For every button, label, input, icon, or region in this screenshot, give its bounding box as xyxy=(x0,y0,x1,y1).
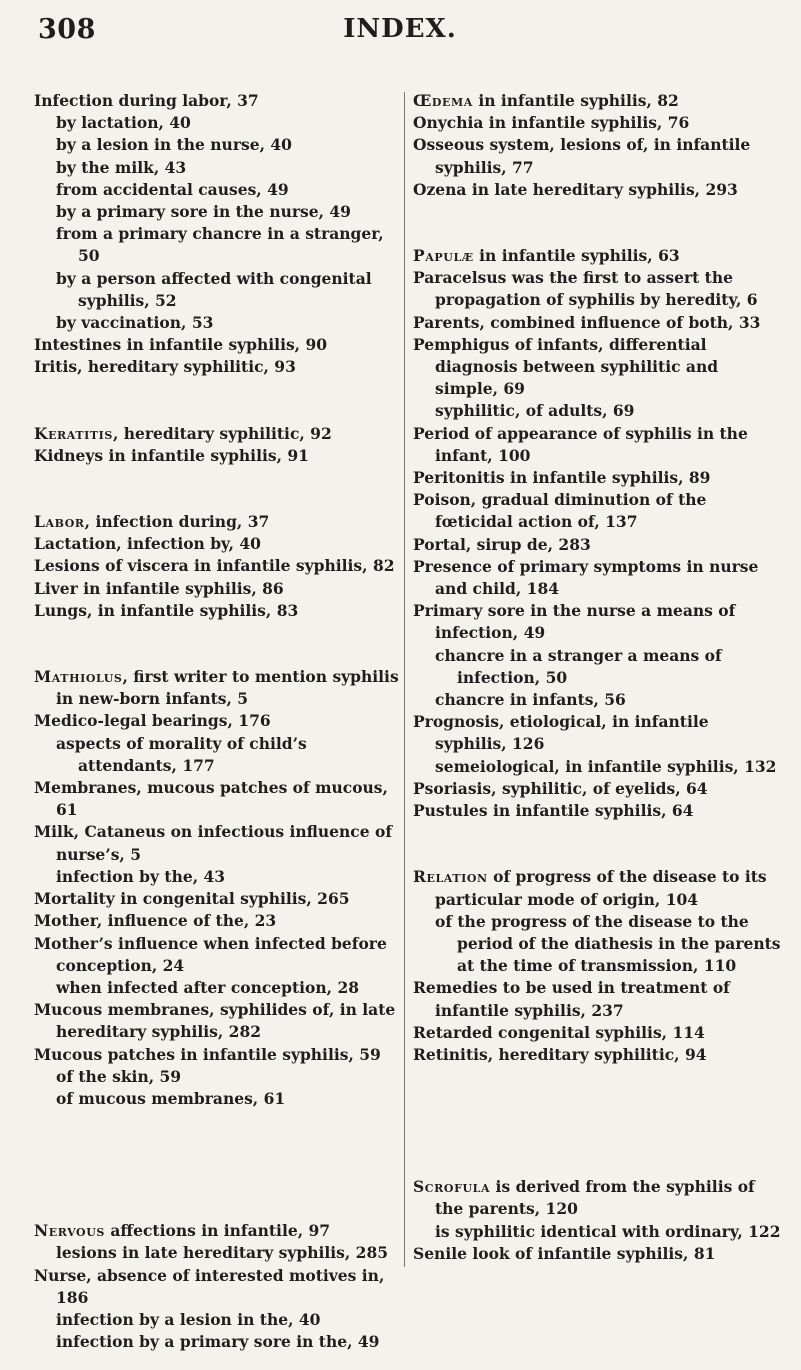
index-entry xyxy=(413,90,785,112)
entry-text: semeiological, in infantile syphilis, 132 xyxy=(435,756,777,776)
index-entry xyxy=(413,800,785,822)
index-entry xyxy=(413,334,785,401)
index-entry xyxy=(413,1022,785,1044)
index-entry xyxy=(34,445,406,467)
entry-text: aspects of morality of child’s attendants, 177 xyxy=(56,733,307,775)
index-subentry xyxy=(34,1331,406,1353)
index-entry xyxy=(413,245,785,267)
entry-text: Nurse, absence of interested motives in, 186 xyxy=(34,1265,385,1307)
entry-text: is derived from the syphilis of the parents, 120 xyxy=(435,1177,755,1219)
entry-lead-word: Relation xyxy=(413,867,488,887)
index-subentry xyxy=(413,1221,785,1243)
entry-text: by a primary sore in the nurse, 49 xyxy=(56,202,351,222)
entry-text: Presence of primary symptoms in nurse and child, 184 xyxy=(413,556,759,599)
section-gap xyxy=(34,467,406,511)
entry-text: when infected after conception, 28 xyxy=(56,977,360,997)
entry-text: Membranes, mucous patches of mucous, 61 xyxy=(34,778,388,820)
entry-text: of mucous membranes, 61 xyxy=(56,1088,286,1108)
entry-text: Lactation, infection by, 40 xyxy=(34,534,261,554)
index-entry xyxy=(413,778,785,800)
entry-text: Period of appearance of syphilis in the infant, 100 xyxy=(413,423,748,465)
index-entry xyxy=(34,910,406,932)
index-subentry xyxy=(34,977,406,999)
index-entry xyxy=(413,134,785,178)
index-subentry xyxy=(34,312,406,334)
index-entry xyxy=(413,267,785,311)
index-subentry xyxy=(413,689,785,711)
entry-text: of progress of the disease to its particular mode of origin, 104 xyxy=(435,867,767,909)
index-entry xyxy=(34,334,406,356)
entry-text: in infantile syphilis, 82 xyxy=(472,91,679,110)
entry-text: , hereditary syphilitic, 92 xyxy=(112,423,332,443)
index-entry xyxy=(34,356,406,378)
entry-text: Lesions of viscera in infantile syphilis, 82 xyxy=(34,556,395,576)
index-entry xyxy=(413,977,785,1021)
index-subentry xyxy=(413,400,785,422)
index-column-right xyxy=(413,90,785,1265)
index-subentry xyxy=(413,911,785,978)
entry-text: infection by a lesion in the, 40 xyxy=(56,1309,321,1329)
index-entry xyxy=(413,179,785,201)
index-entry xyxy=(34,710,406,732)
entry-lead-word: Papulæ xyxy=(413,246,474,266)
entry-text: Psoriasis, syphilitic, of eyelids, 64 xyxy=(413,778,708,798)
entry-text: infection by a primary sore in the, 49 xyxy=(56,1332,380,1352)
index-entry xyxy=(413,1243,785,1265)
index-entry xyxy=(34,777,406,821)
index-entry xyxy=(413,1044,785,1066)
entry-text: Pustules in infantile syphilis, 64 xyxy=(413,801,694,821)
entry-text: Senile look of infantile syphilis, 81 xyxy=(413,1243,716,1263)
entry-text: Primary sore in the nurse a means of infection, 49 xyxy=(413,601,736,643)
index-entry xyxy=(34,600,406,622)
entry-text: Kidneys in infantile syphilis, 91 xyxy=(34,445,309,465)
entry-text: by a lesion in the nurse, 40 xyxy=(56,135,292,155)
index-entry xyxy=(34,555,406,577)
index-subentry xyxy=(34,179,406,201)
index-subentry xyxy=(34,157,406,179)
section-gap xyxy=(34,379,406,423)
entry-text: , first writer to mention syphilis in new-born infants, 5 xyxy=(56,667,399,709)
entry-text: by a person affected with congenital syphilis, 52 xyxy=(56,268,372,310)
entry-text: Mother, influence of the, 23 xyxy=(34,911,277,931)
section-gap xyxy=(413,1066,785,1176)
index-subentry xyxy=(34,866,406,888)
entry-text: Milk, Cataneus on infectious influence of nurse’s, 5 xyxy=(34,822,393,864)
index-entry xyxy=(413,866,785,910)
index-subentry xyxy=(34,1309,406,1331)
index-entry xyxy=(413,600,785,644)
index-subentry xyxy=(413,645,785,689)
index-subentry xyxy=(413,756,785,778)
index-entry xyxy=(34,666,406,710)
running-head: INDEX. xyxy=(343,14,457,44)
index-entry xyxy=(34,888,406,910)
entry-text: Pemphigus of infants, differential diagnosis between syphilitic and simple, 69 xyxy=(413,334,719,399)
index-entry xyxy=(413,489,785,533)
entry-text: Mortality in congenital syphilis, 265 xyxy=(34,889,350,909)
entry-text: Mucous patches in infantile syphilis, 59 xyxy=(34,1044,381,1064)
section-gap xyxy=(413,822,785,866)
section-gap xyxy=(413,201,785,245)
entry-text: in infantile syphilis, 63 xyxy=(473,246,680,266)
index-subentry xyxy=(34,733,406,777)
entry-text: lesions in late hereditary syphilis, 285 xyxy=(56,1243,389,1263)
index-entry xyxy=(34,1044,406,1066)
entry-text: , infection during, 37 xyxy=(84,512,270,532)
section-gap xyxy=(34,1110,406,1220)
entry-text: chancre in a stranger a means of infection, 50 xyxy=(435,645,722,687)
index-entry xyxy=(413,112,785,134)
entry-text: Peritonitis in infantile syphilis, 89 xyxy=(413,468,711,488)
entry-text: Parents, combined influence of both, 33 xyxy=(413,312,761,332)
index-entry xyxy=(413,423,785,467)
entry-text: by the milk, 43 xyxy=(56,157,187,177)
index-subentry xyxy=(34,1088,406,1110)
column-divider xyxy=(404,92,405,1267)
index-subentry xyxy=(34,1242,406,1264)
page-number: 308 xyxy=(38,14,96,45)
index-entry xyxy=(413,534,785,556)
entry-text: by vaccination, 53 xyxy=(56,313,214,333)
entry-text: Retarded congenital syphilis, 114 xyxy=(413,1022,705,1042)
entry-text: Prognosis, etiological, in infantile syphilis, 126 xyxy=(413,712,709,754)
index-entry xyxy=(34,511,406,533)
entry-text: by lactation, 40 xyxy=(56,113,191,133)
entry-text: Osseous system, lesions of, in infantile syphilis, 77 xyxy=(413,135,751,177)
entry-text: infection by the, 43 xyxy=(56,866,226,886)
index-column-left xyxy=(34,90,406,1353)
entry-text: syphilitic, of adults, 69 xyxy=(435,401,635,421)
index-subentry xyxy=(34,268,406,312)
entry-text: Paracelsus was the first to assert the propagation of syphilis by heredity, 6 xyxy=(413,268,758,310)
index-entry xyxy=(413,312,785,334)
entry-text: Ozena in late hereditary syphilis, 293 xyxy=(413,179,738,199)
section-gap xyxy=(34,622,406,666)
entry-text: Remedies to be used in treatment of infantile syphilis, 237 xyxy=(413,978,730,1020)
entry-text: of the progress of the disease to the period of the diathesis in the parents at the time of transmission, 110 xyxy=(435,911,781,976)
index-subentry xyxy=(34,201,406,223)
index-subentry xyxy=(34,223,406,267)
entry-text: chancre in infants, 56 xyxy=(435,690,626,710)
index-entry xyxy=(34,578,406,600)
entry-lead-word: Keratitis xyxy=(34,423,113,443)
entry-lead-word: Mathiolus xyxy=(34,667,123,687)
index-entry xyxy=(34,423,406,445)
entry-text: is syphilitic identical with ordinary, 122 xyxy=(435,1221,781,1241)
index-subentry xyxy=(34,112,406,134)
index-entry xyxy=(413,556,785,600)
entry-lead-word: Labor xyxy=(34,512,85,532)
entry-text: Intestines in infantile syphilis, 90 xyxy=(34,335,328,355)
index-entry xyxy=(34,999,406,1043)
entry-lead-word: Œdema xyxy=(413,91,473,110)
entry-text: from a primary chancre in a stranger, 50 xyxy=(56,224,384,266)
entry-text: Liver in infantile syphilis, 86 xyxy=(34,578,284,598)
index-entry xyxy=(413,467,785,489)
entry-text: Lungs, in infantile syphilis, 83 xyxy=(34,600,299,620)
entry-text: Infection during labor, 37 xyxy=(34,91,259,110)
index-subentry xyxy=(34,1066,406,1088)
index-entry xyxy=(413,1176,785,1220)
index-entry xyxy=(34,933,406,977)
index-entry xyxy=(34,821,406,865)
entry-text: Medico-legal bearings, 176 xyxy=(34,711,271,731)
entry-text: Retinitis, hereditary syphilitic, 94 xyxy=(413,1044,707,1064)
index-entry xyxy=(34,533,406,555)
entry-text: of the skin, 59 xyxy=(56,1066,182,1086)
entry-text: Mucous membranes, syphilides of, in late hereditary syphilis, 282 xyxy=(34,1000,396,1042)
entry-text: affections in infantile, 97 xyxy=(104,1221,331,1241)
entry-text: Portal, sirup de, 283 xyxy=(413,534,591,554)
index-entry xyxy=(413,711,785,755)
index-entry xyxy=(34,90,406,112)
index-entry xyxy=(34,1220,406,1242)
entry-lead-word: Nervous xyxy=(34,1221,105,1241)
entry-text: from accidental causes, 49 xyxy=(56,179,289,199)
entry-text: Onychia in infantile syphilis, 76 xyxy=(413,113,690,133)
index-entry xyxy=(34,1265,406,1309)
entry-text: Iritis, hereditary syphilitic, 93 xyxy=(34,357,296,377)
entry-lead-word: Scrofula xyxy=(413,1177,491,1197)
entry-text: Mother’s influence when infected before conception, 24 xyxy=(34,933,387,975)
index-subentry xyxy=(34,134,406,156)
entry-text: Poison, gradual diminution of the fœticidal action of, 137 xyxy=(413,490,707,532)
